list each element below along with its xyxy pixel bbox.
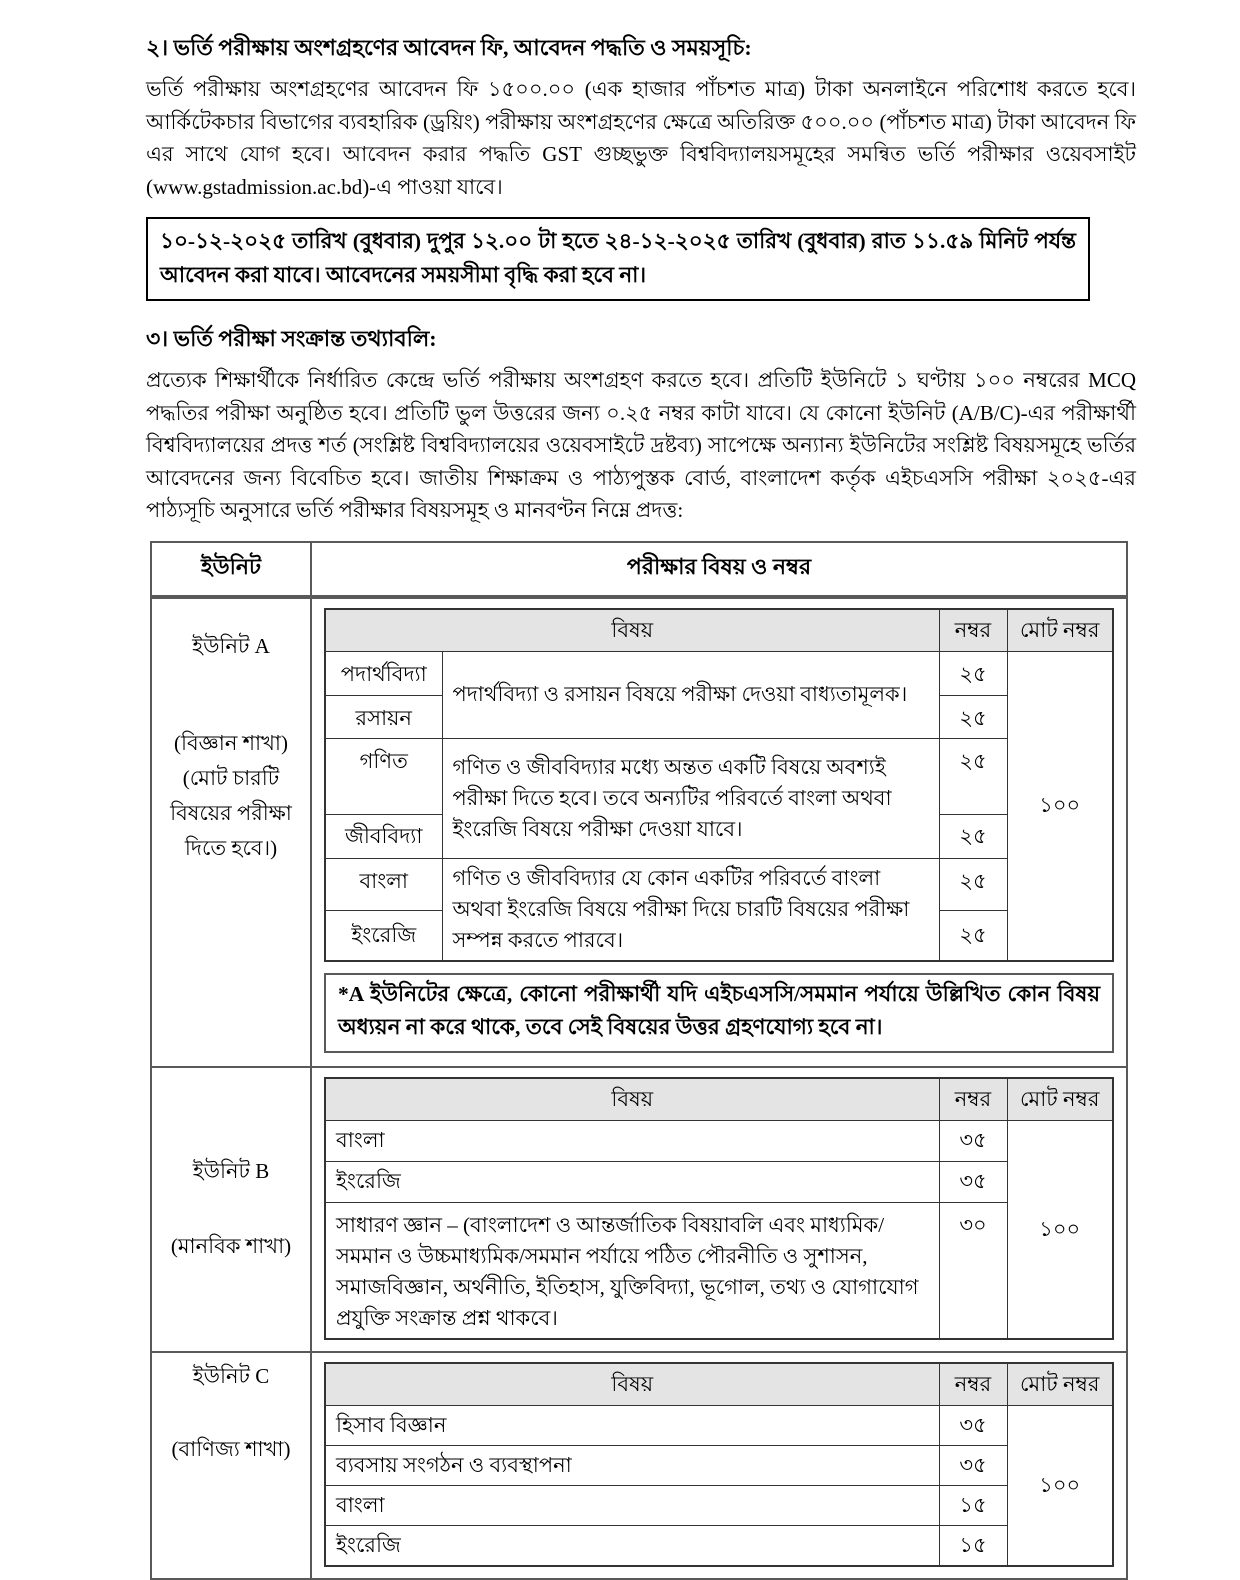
unit-c-title: ইউনিট C xyxy=(192,1363,270,1388)
subject-name: বাংলা xyxy=(325,1120,939,1161)
subject-name: ইংরেজি xyxy=(325,1525,939,1566)
unit-a-total-marks: ১০০ xyxy=(1007,651,1113,961)
subject-marks: ৩৫ xyxy=(939,1445,1007,1485)
section2-heading: ২। ভর্তি পরীক্ষায় অংশগ্রহণের আবেদন ফি, আবেদন পদ্ধতি ও সময়সূচি: xyxy=(146,35,752,60)
marks-header: নম্বর xyxy=(939,1078,1007,1121)
unit-b-subtitle-branch: (মানবিক শাখা) xyxy=(170,1234,292,1258)
table-row xyxy=(151,1352,1127,1579)
unit-column-header: ইউনিট xyxy=(151,542,311,597)
unit-b-title: ইউনিট B xyxy=(192,1159,270,1183)
application-date-notice-box: ১০-১২-২০২৫ তারিখ (বুধবার) দুপুর ১২.০০ টা হতে ২৪-১২-২০২৫ তারিখ (বুধবার) রাত ১১.৫৯ মিনিট পর্যন্ত আবেদন করা যাবে। আবেদনের সময়সীমা বৃদ্ধি করা হবে না। xyxy=(146,217,1090,301)
marks-header: নম্বর xyxy=(939,1363,1007,1406)
subject-name: হিসাব বিজ্ঞান xyxy=(325,1405,939,1445)
table-row xyxy=(325,1363,1113,1406)
subject-marks: ২৫ xyxy=(939,814,1007,858)
unit-c-content-cell xyxy=(311,1352,1127,1579)
table-row xyxy=(325,858,1113,911)
table-row xyxy=(325,1445,1113,1485)
subject-name: পদার্থবিদ্যা xyxy=(325,651,442,695)
subject-marks: ৩৫ xyxy=(939,1161,1007,1202)
total-marks-header: মোট নম্বর xyxy=(1007,1078,1113,1121)
table-row xyxy=(325,609,1113,652)
section3-heading: ৩। ভর্তি পরীক্ষা সংক্রান্ত তথ্যাবলি: xyxy=(146,326,437,351)
subject-marks: ১৫ xyxy=(939,1485,1007,1525)
subject-marks: ২৫ xyxy=(939,911,1007,961)
unit-c-subjects-table xyxy=(324,1362,1114,1567)
subject-rule: গণিত ও জীববিদ্যার মধ্যে অন্তত একটি বিষয়ে অবশ্যই পরীক্ষা দিতে হবে। তবে অন্যটির পরিবর্তে বাংলা অথবা ইংরেজি বিষয়ে পরীক্ষা দেওয়া যাবে। xyxy=(442,738,939,858)
table-row xyxy=(151,597,1127,1067)
table-row xyxy=(325,1078,1113,1121)
subject-name: ইংরেজি xyxy=(325,1161,939,1202)
subject-marks: ২৫ xyxy=(939,695,1007,738)
table-row xyxy=(325,1525,1113,1566)
table-row xyxy=(325,1161,1113,1202)
subject-name: সাধারণ জ্ঞান – (বাংলাদেশ ও আন্তর্জাতিক বিষয়াবলি এবং মাধ্যমিক/সমমান ও উচ্চমাধ্যমিক/সমমান পর্যায়ে পঠিত পৌরনীতি ও সুশাসন, সমাজবিজ্ঞান, অর্থনীতি, ইতিহাস, যুক্তিবিদ্যা, ভূগোল, তথ্য ও যোগাযোগ প্রযুক্তি সংক্রান্ত প্রশ্ন থাকবে। xyxy=(325,1202,939,1339)
table-row xyxy=(151,1067,1127,1352)
unit-a-subtitle-note: (মোট চারটি বিষয়ের পরীক্ষা দিতে হবে।) xyxy=(170,765,292,860)
unit-b-subjects-table xyxy=(324,1077,1114,1340)
subject-marks: ২৫ xyxy=(939,858,1007,911)
unit-b-content-cell xyxy=(311,1067,1127,1352)
unit-c-subtitle-branch: (বাণিজ্য শাখা) xyxy=(171,1436,291,1461)
total-marks-header: মোট নম্বর xyxy=(1007,609,1113,652)
unit-c-label-cell xyxy=(151,1352,311,1579)
section3-paragraph: প্রত্যেক শিক্ষার্থীকে নির্ধারিত কেন্দ্রে ভর্তি পরীক্ষায় অংশগ্রহণ করতে হবে। প্রতিটি ইউনিটে ১ ঘণ্টায় ১০০ নম্বরের MCQ পদ্ধতির পরীক্ষা অনুষ্ঠিত হবে। প্রতিটি ভুল উত্তরের জন্য ০.২৫ নম্বর কাটা যাবে। যে কোনো ইউনিট (A/B/C)-এর পরীক্ষার্থী বিশ্ববিদ্যালয়ের প্রদত্ত শর্ত (সংশ্লিষ্ট বিশ্ববিদ্যালয়ের ওয়েবসাইটে দ্রষ্টব্য) সাপেক্ষে অন্যান্য ইউনিটের সংশ্লিষ্ট বিষয়সমূহে ভর্তির আবেদনের জন্য বিবেচিত হবে। জাতীয় শিক্ষাক্রম ও পাঠ্যপুস্তক বোর্ড, বাংলাদেশ কর্তৃক এইচএসসি পরীক্ষা ২০২৫-এর পাঠ্যসূচি অনুসারে ভর্তি পরীক্ষার বিষয়সমূহ ও মানবণ্টন নিম্নে প্রদত্ত: xyxy=(146,368,1136,522)
marks-header: নম্বর xyxy=(939,609,1007,652)
table-row xyxy=(325,651,1113,695)
table-row xyxy=(325,738,1113,814)
table-header-row xyxy=(151,542,1127,597)
subject-marks: ৩৫ xyxy=(939,1120,1007,1161)
subject-header: বিষয় xyxy=(325,1363,939,1406)
subject-name: জীববিদ্যা xyxy=(325,814,442,858)
unit-c-total-marks: ১০০ xyxy=(1007,1405,1113,1566)
subject-name: রসায়ন xyxy=(325,695,442,738)
unit-b-total-marks: ১০০ xyxy=(1007,1120,1113,1339)
table-row xyxy=(325,1485,1113,1525)
subject-name: গণিত xyxy=(325,738,442,814)
subject-marks-column-header: পরীক্ষার বিষয় ও নম্বর xyxy=(311,542,1127,597)
subject-rule: গণিত ও জীববিদ্যার যে কোন একটির পরিবর্তে বাংলা অথবা ইংরেজি বিষয়ে পরীক্ষা দিয়ে চারটি বিষয়ের পরীক্ষা সম্পন্ন করতে পারবে। xyxy=(442,858,939,961)
unit-a-subjects-table xyxy=(324,608,1114,962)
subject-marks: ২৫ xyxy=(939,738,1007,814)
unit-a-footnote: *A ইউনিটের ক্ষেত্রে, কোনো পরীক্ষার্থী যদি এইচএসসি/সমমান পর্যায়ে উল্লিখিত কোন বিষয় অধ্যয়ন না করে থাকে, তবে সেই বিষয়ের উত্তর গ্রহণযোগ্য হবে না। xyxy=(324,973,1114,1053)
unit-a-title: ইউনিট A xyxy=(192,633,270,658)
subject-header: বিষয় xyxy=(325,1078,939,1121)
subject-name: ব্যবসায় সংগঠন ও ব্যবস্থাপনা xyxy=(325,1445,939,1485)
units-marks-table xyxy=(150,541,1128,1580)
total-marks-header: মোট নম্বর xyxy=(1007,1363,1113,1406)
subject-name: বাংলা xyxy=(325,858,442,911)
subject-marks: ৩৫ xyxy=(939,1405,1007,1445)
unit-b-label-cell xyxy=(151,1067,311,1352)
table-row xyxy=(325,1405,1113,1445)
subject-header: বিষয় xyxy=(325,609,939,652)
subject-name: বাংলা xyxy=(325,1485,939,1525)
table-row xyxy=(325,1202,1113,1339)
subject-name: ইংরেজি xyxy=(325,911,442,961)
unit-a-subtitle-branch: (বিজ্ঞান শাখা) xyxy=(173,730,289,755)
subject-marks: ২৫ xyxy=(939,651,1007,695)
subject-marks: ১৫ xyxy=(939,1525,1007,1566)
unit-a-content-cell xyxy=(311,597,1127,1067)
table-row xyxy=(325,1120,1113,1161)
subject-rule: পদার্থবিদ্যা ও রসায়ন বিষয়ে পরীক্ষা দেওয়া বাধ্যতামূলক। xyxy=(442,651,939,738)
section2-paragraph: ভর্তি পরীক্ষায় অংশগ্রহণের আবেদন ফি ১৫০০.০০ (এক হাজার পাঁচশত মাত্র) টাকা অনলাইনে পরিশোধ করতে হবে। আর্কিটেকচার বিভাগের ব্যবহারিক (ড্রয়িং) পরীক্ষায় অংশগ্রহণের ক্ষেত্রে অতিরিক্ত ৫০০.০০ (পাঁচশত মাত্র) টাকা আবেদন ফি এর সাথে যোগ হবে। আবেদন করার পদ্ধতি GST গুচ্ছভুক্ত বিশ্ববিদ্যালয়সমূহের সমন্বিত ভর্তি পরীক্ষার ওয়েবসাইট (www.gstadmission.ac.bd)-এ পাওয়া যাবে। xyxy=(146,77,1136,199)
subject-marks: ৩০ xyxy=(939,1202,1007,1339)
unit-a-label-cell xyxy=(151,597,311,1067)
